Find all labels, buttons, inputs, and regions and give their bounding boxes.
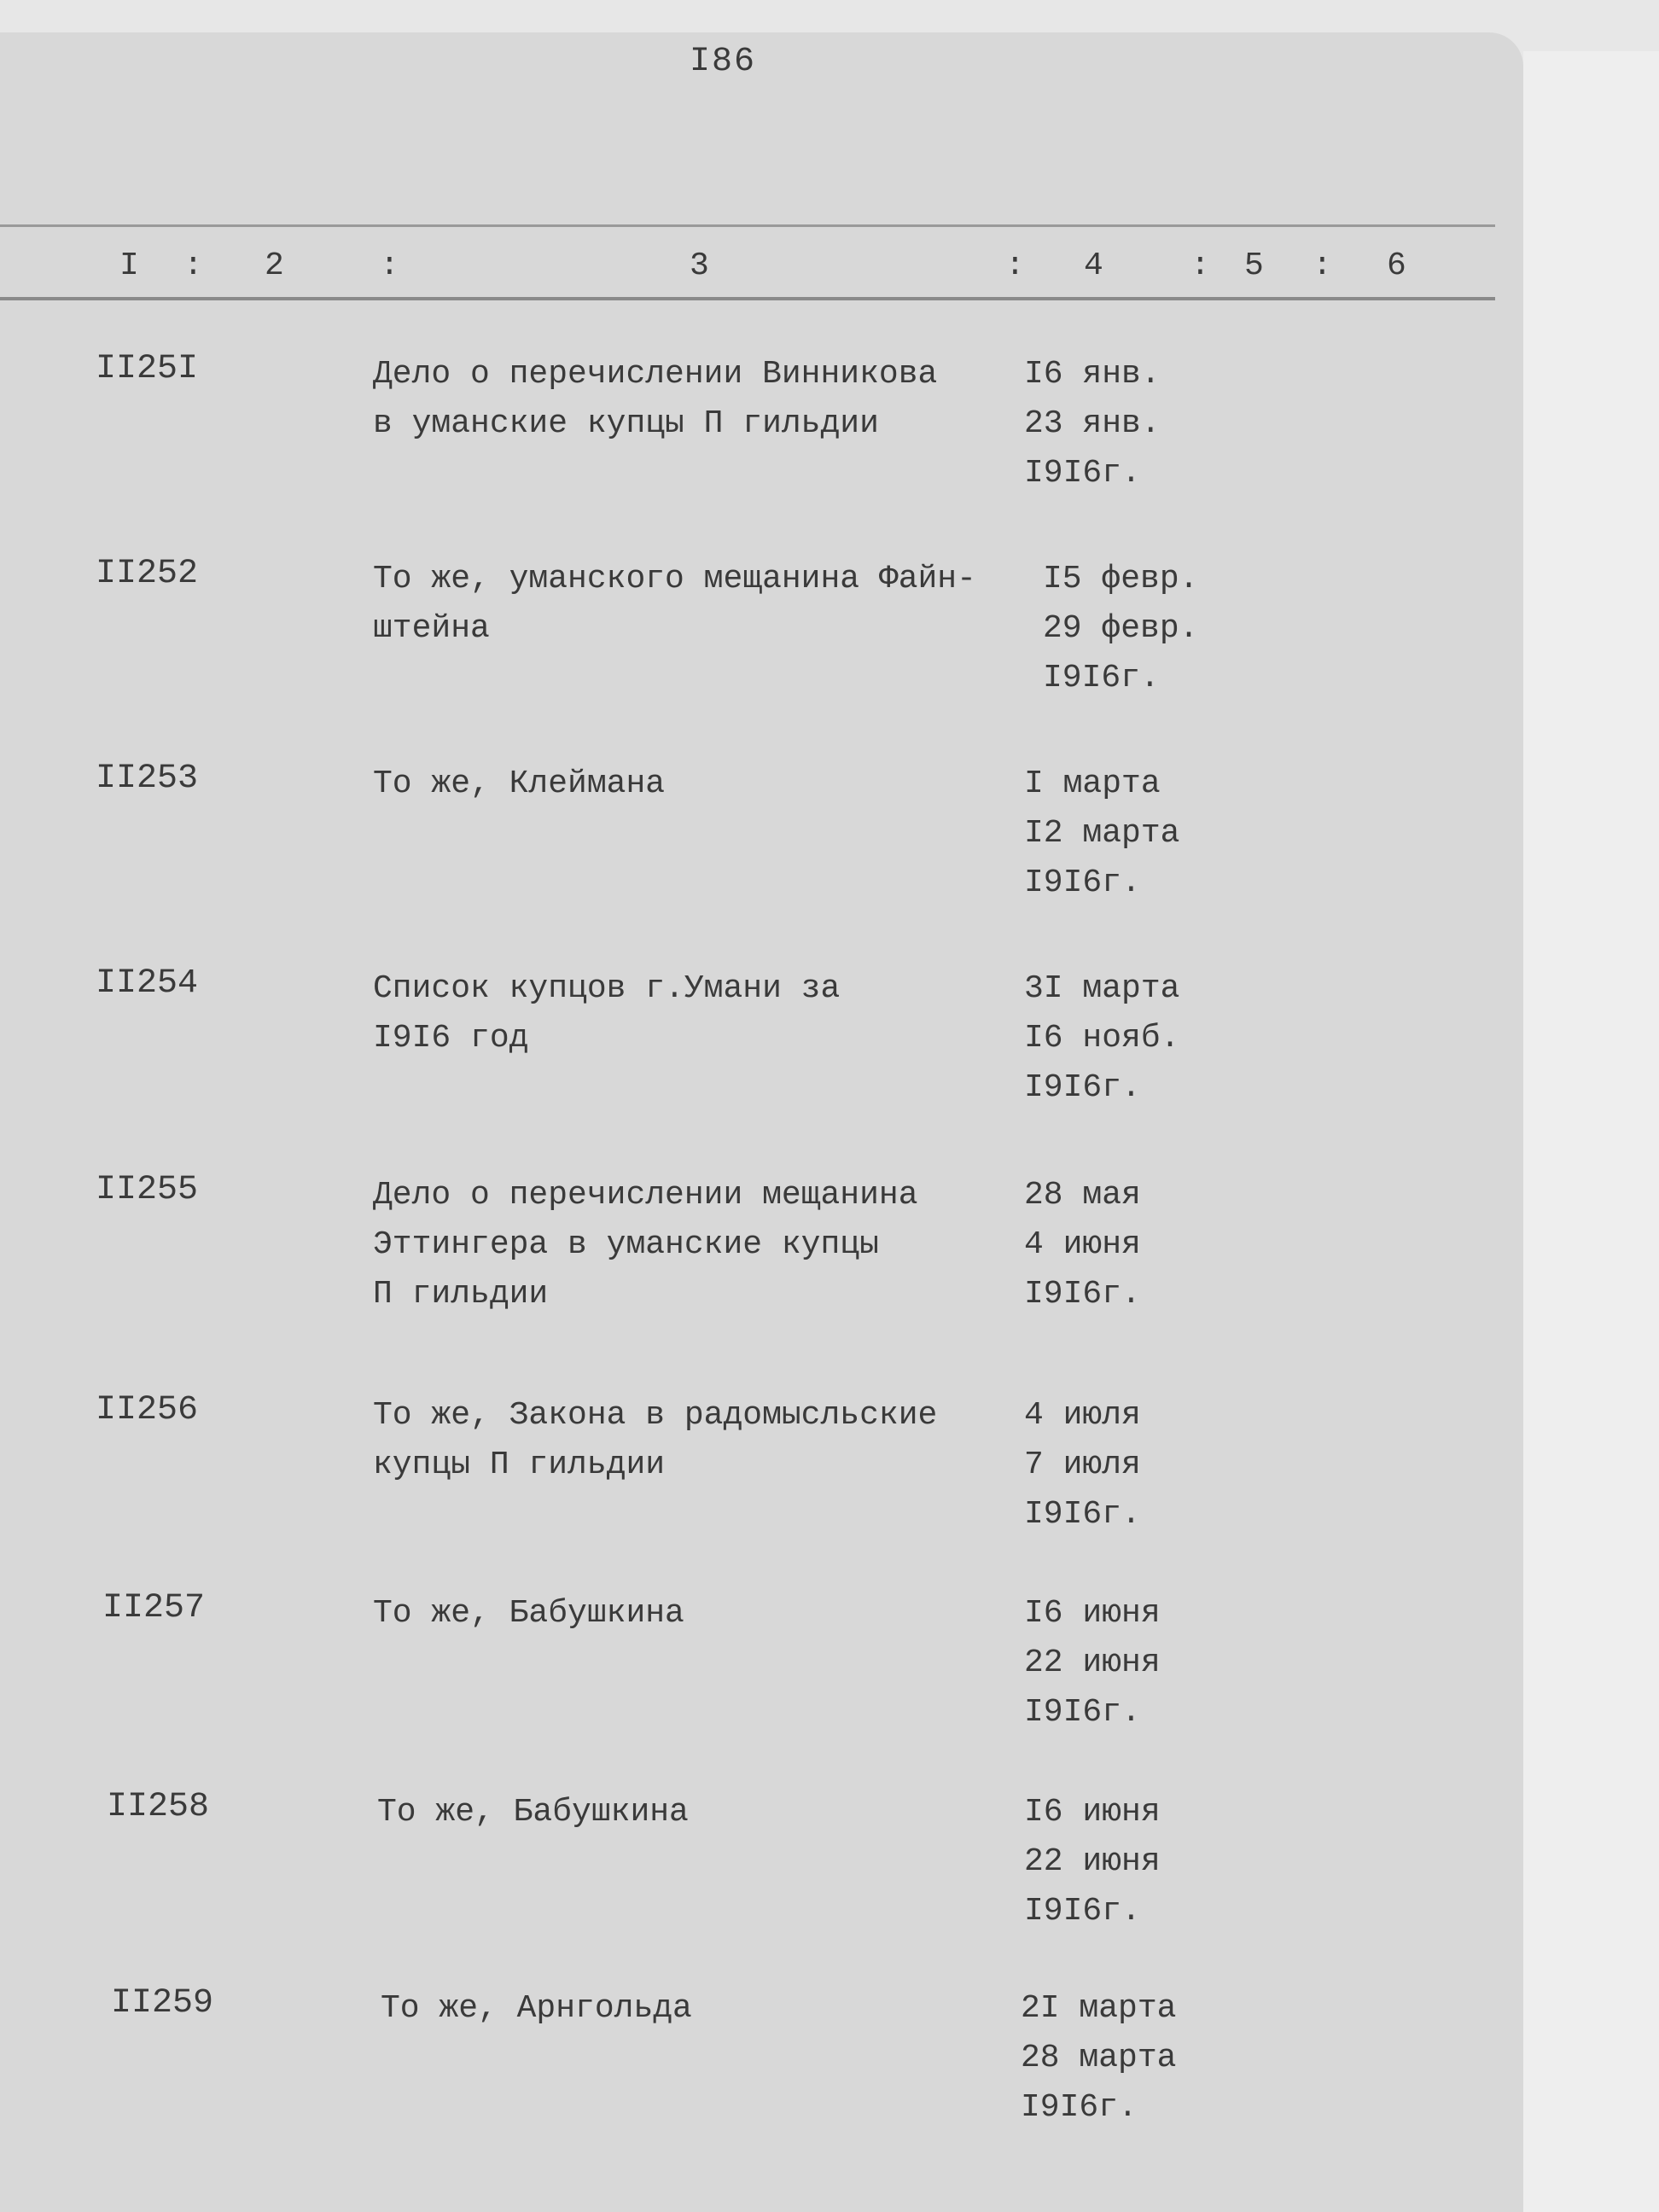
entry-number: II259 [111,1984,214,2023]
entry-dates [1043,555,1198,703]
entry-year: I9I6г. [1024,864,1141,901]
entry-title: То же, Бабушкина [377,1794,689,1831]
column-header-3: 3 [690,247,709,284]
column-header-6: 6 [1387,247,1406,284]
entry-number: II257 [102,1589,206,1627]
entry-dates [1024,1391,1141,1540]
entry-number: II255 [96,1171,199,1209]
entry-end-date: 22 июня [1024,1843,1161,1880]
entry-end-date: 29 февр. [1043,610,1199,647]
column-separator: : [380,247,399,284]
entry-number: II256 [96,1391,199,1429]
column-separator: : [1313,247,1332,284]
entry-year: I9I6г. [1043,660,1160,696]
entry-year: I9I6г. [1024,1069,1141,1106]
entry-year: I9I6г. [1021,2089,1138,2126]
column-separator: : [183,247,203,284]
entry-start-date: I6 июня [1024,1794,1161,1831]
entry-number: II254 [96,964,199,1003]
column-separator: : [1005,247,1025,284]
entry-start-date: 2I марта [1021,1990,1177,2027]
entry-title: То же, уманского мещанина Файн- штейна [373,561,976,647]
entry-number: II25I [96,350,199,388]
entry-start-date: I5 февр. [1043,561,1199,597]
entry-title: Список купцов г.Умани за I9I6 год [373,970,841,1057]
column-separator: : [1190,247,1210,284]
column-header-1: I [119,247,139,284]
entry-start-date: I6 янв. [1024,356,1161,393]
entry-dates [1024,964,1179,1113]
entry-number: II258 [107,1788,210,1826]
entry-title: То же, Арнгольда [381,1990,692,2027]
entry-end-date: I2 марта [1024,815,1180,852]
entry-start-date: 3I марта [1024,970,1180,1007]
column-header-4: 4 [1084,247,1103,284]
column-header-2: 2 [265,247,284,284]
entry-dates [1024,350,1161,498]
entry-title: То же, Клеймана [373,765,666,802]
entry-dates [1024,1788,1161,1936]
entry-end-date: 7 июля [1024,1447,1141,1483]
entry-year: I9I6г. [1024,1496,1141,1533]
entry-end-date: 4 июня [1024,1226,1141,1263]
entry-title: Дело о перечислении мещанина Эттингера в уманские купцы П гильдии [373,1177,918,1313]
entry-end-date: 23 янв. [1024,405,1161,442]
entry-start-date: 28 мая [1024,1177,1141,1214]
column-header-5: 5 [1244,247,1264,284]
entry-end-date: I6 нояб. [1024,1020,1180,1057]
entry-end-date: 28 марта [1021,2040,1177,2076]
entry-year: I9I6г. [1024,455,1141,492]
entry-number: II252 [96,555,199,593]
entry-dates [1021,1984,1176,2133]
entry-start-date: 4 июля [1024,1397,1141,1434]
entry-start-date: I марта [1024,765,1161,802]
page-number: I86 [690,43,757,81]
entry-start-date: I6 июня [1024,1595,1161,1632]
entry-year: I9I6г. [1024,1893,1141,1930]
entry-title: То же, Закона в радомысльские купцы П гильдии [373,1397,938,1483]
entry-dates [1024,760,1179,908]
entry-end-date: 22 июня [1024,1644,1161,1681]
entry-title: То же, Бабушкина [373,1595,684,1632]
entry-number: II253 [96,760,199,798]
entry-dates [1024,1589,1161,1738]
entry-year: I9I6г. [1024,1276,1141,1313]
entry-year: I9I6г. [1024,1694,1141,1731]
entry-dates [1024,1171,1141,1319]
entry-title: Дело о перечислении Винникова в уманские купцы П гильдии [373,356,938,442]
